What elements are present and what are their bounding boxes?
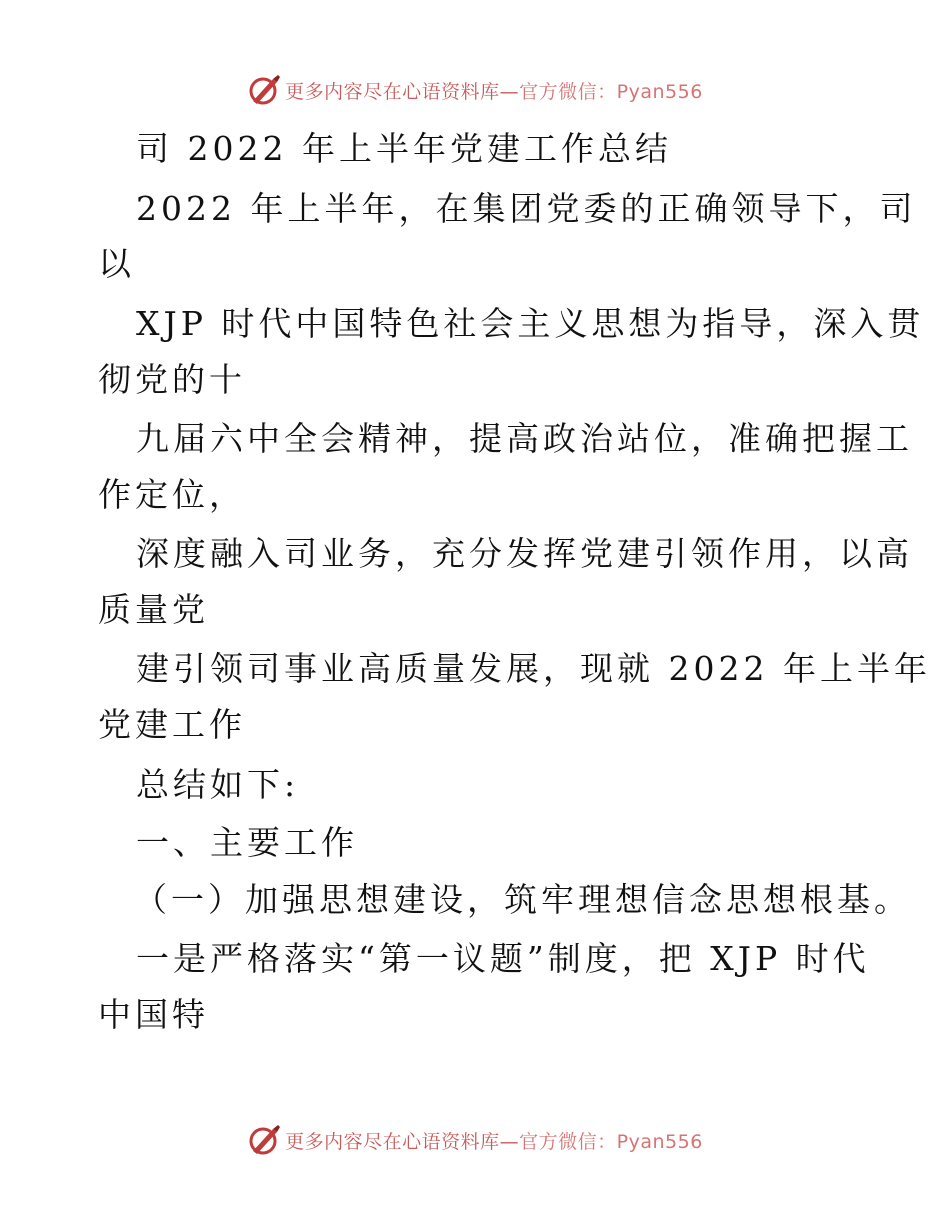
paragraph-line: 质量党 [98, 590, 209, 629]
header-banner-main: 更多内容尽在心语资料库 [285, 80, 500, 103]
pen-logo-icon [247, 1123, 281, 1157]
footer-banner-inner [247, 1123, 703, 1157]
paragraph-line: 党建工作 [98, 705, 246, 744]
paragraph-line: 建引领司事业高质量发展，现就 2022 年上半年 [136, 649, 931, 688]
paragraph-line: XJP 时代中国特色社会主义思想为指导，深入贯 [136, 304, 925, 343]
paragraph-line: 深度融入司业务，充分发挥党建引领作用，以高 [136, 534, 913, 573]
header-banner-inner [247, 73, 703, 107]
paragraph-line: 中国特 [98, 995, 209, 1034]
paragraph-line: 一是严格落实“第一议题”制度，把 XJP 时代 [136, 939, 870, 978]
paragraph-line: 作定位， [98, 475, 246, 514]
header-banner-text [285, 77, 703, 104]
paragraph-line: 以 [98, 244, 135, 283]
footer-banner-text [285, 1127, 703, 1154]
subsection-heading: （一）加强思想建设，筑牢理想信念思想根基。 [134, 880, 911, 919]
document-title: 司 2022 年上半年党建工作总结 [136, 129, 672, 168]
pen-logo-icon [247, 73, 281, 107]
header-banner [0, 70, 950, 110]
paragraph-line: 总结如下: [136, 765, 300, 804]
footer-banner-contact: 官方微信：Pyan556 [519, 1130, 703, 1153]
paragraph-line: 2022 年上半年，在集团党委的正确领导下，司 [136, 189, 917, 228]
header-banner-contact: 官方微信：Pyan556 [519, 80, 703, 103]
paragraph-line: 九届六中全会精神，提高政治站位，准确把握工 [136, 419, 913, 458]
footer-banner [0, 1120, 950, 1160]
header-banner-dash: — [499, 80, 520, 103]
footer-banner-main: 更多内容尽在心语资料库 [285, 1130, 500, 1153]
section-heading: 一、主要工作 [136, 823, 358, 862]
footer-banner-dash: — [499, 1130, 520, 1153]
paragraph-line: 彻党的十 [98, 360, 246, 399]
